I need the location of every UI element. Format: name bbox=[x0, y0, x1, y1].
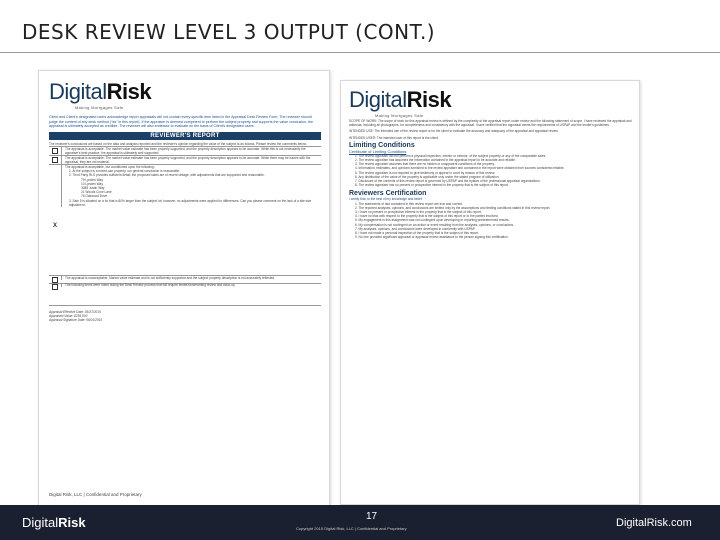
left-page-footer: Digital Risk, LLC | Confidential and Proprietary bbox=[49, 492, 142, 497]
footer-logo-digital: Digital bbox=[22, 515, 59, 530]
limiting-condition-item: 2. The review appraiser has assumed the information contained in the appraisal report to be accurate and reliable. bbox=[355, 158, 516, 163]
certification-subheading: I certify that, to the best of my knowledge and belief: bbox=[349, 197, 423, 202]
certification-item: 6. My compensation is not contingent on an action or event resulting from the analyses, opinions, or conclusions. bbox=[355, 222, 514, 227]
limiting-conditions-heading: Limiting Conditions bbox=[349, 141, 415, 149]
certification-item: 7. My analyses, opinions, and conclusions were developed in conformity with USPAP. bbox=[355, 226, 476, 231]
footer-bar bbox=[0, 505, 720, 540]
logo-word-risk: Risk bbox=[106, 79, 152, 104]
footer-logo-risk: Risk bbox=[58, 515, 86, 530]
option-5-checkbox[interactable] bbox=[52, 284, 58, 290]
logo-tagline: Making Mortgages Safe bbox=[375, 113, 424, 118]
option-4-checkbox[interactable] bbox=[52, 277, 58, 283]
limiting-conditions-subheading: Certificate of Limiting Conditions bbox=[349, 148, 407, 154]
certification-item: 2. The reported analyses, opinions, and conclusions are limited only by the assumptions and limiting conditions stated in this review report. bbox=[355, 205, 551, 210]
review-option-2 bbox=[49, 156, 321, 164]
address-line: 3085 Justin Way bbox=[81, 185, 105, 190]
review-option-3 bbox=[49, 165, 321, 275]
slide-title: DESK REVIEW LEVEL 3 OUTPUT (CONT.) bbox=[22, 20, 436, 44]
option-1-checkbox[interactable] bbox=[52, 148, 58, 154]
review-option-5 bbox=[49, 283, 321, 305]
certification-item: 9. No one provided significant appraisal or appraisal review assistance to the person signing this certification. bbox=[355, 235, 509, 240]
reviewers-report-header: REVIEWER'S REPORT bbox=[49, 132, 321, 140]
address-line: 10 Lynden Way bbox=[81, 181, 103, 186]
option-3-item: 1. At the subject is a mixed-use property, our general conclusion is reasonable. bbox=[69, 169, 181, 174]
logo-word-digital: Digital bbox=[349, 87, 407, 112]
title-divider bbox=[0, 52, 720, 53]
certification-item: 4. I have no bias with respect to the property that is the subject of this report or to the parties involved. bbox=[355, 214, 499, 219]
certification-item: 3. I have no present or prospective interest in the property that is the subject of this report. bbox=[355, 210, 482, 215]
appraised-value: Appraised Value: $255,000 bbox=[49, 313, 88, 318]
copyright-notice: Copyright 2015 Digital Risk, LLC | Confidential and Proprietary bbox=[296, 526, 407, 531]
logo-tagline: Making Mortgages Safe bbox=[75, 105, 124, 110]
option-2-checkbox[interactable] bbox=[52, 157, 58, 163]
address-line: 21 Woods Cove Lane bbox=[81, 190, 112, 195]
option-4-text: The appraisal is unacceptable. Market value estimate and is not sufficiently supported and the subject property description is not accurately reflected. bbox=[61, 276, 321, 280]
limiting-condition-item: 8. The review appraiser has no present or prospective interest in the property that is the subject of this report. bbox=[355, 183, 509, 188]
logo-word-digital: Digital bbox=[49, 79, 107, 104]
footer-logo bbox=[22, 515, 86, 530]
option-1-text: The appraisal is acceptable. The market value estimate has been properly supported, and the property description appears to be accurate. While this is not necessarily the appraiser's best practice, the appraisal is ultimately well supported. bbox=[61, 147, 321, 155]
option-2-text: The appraisal is acceptable. The market value estimate has been properly supported, and the property description appears to be accurate. While there may be issues with the appraisal, they are not material. bbox=[61, 156, 321, 164]
limiting-condition-item: 6. Any distribution of the value of the property is applicable only under the stated program of utilization. bbox=[355, 174, 500, 179]
option-3-item: 2. Third Party RLS provides sufficient detail; the proposed sales are of recent vintage, with adjustments that are supported and reasonable. bbox=[69, 173, 265, 178]
document-page-left bbox=[38, 70, 330, 506]
address-line: 79 Lynden Way bbox=[81, 177, 103, 182]
digital-risk-logo bbox=[349, 87, 451, 118]
option-3-x-mark-icon[interactable]: X bbox=[52, 222, 57, 229]
scope-text: The reviewer's conclusions are based on the data and analysis reported and the reviewer's opinion regarding the value of the subject is as follows. Please review the comments below. bbox=[49, 142, 307, 147]
limiting-condition-item: 7. Disclosure of the contents of this review report is governed by USPAP and the bylaws of the professional appraisal organizations. bbox=[355, 179, 541, 184]
certification-item: 1. The statements of fact contained in this review report are true and correct. bbox=[355, 201, 463, 206]
option-5-text: The following items were noted during the Desk Review process that will require lender/underwriting review and clear-up. bbox=[61, 283, 321, 287]
intro-paragraph: Client and Client's designated users acknowledge report appraisals will not contain every specific item listed in the Appraisal Desk Review Form. The reviewer should judge the content of any desk method ("as" in this report). If the appraiser is deemed competent to perform the subject property and supports the value conclusion, the appraisal is ultimately accepted as credible. The reviewer will also endeavor to evaluate on the basis of Client's designated users. bbox=[49, 115, 314, 129]
review-option-1 bbox=[49, 147, 321, 155]
page-number: 17 bbox=[366, 511, 378, 522]
limiting-condition-item: 4. Information, estimates, and opinions furnished to the review appraiser and contained in the report were obtained from sources considered reliable. bbox=[355, 166, 565, 171]
limiting-condition-item: 1. The review appraiser did not perform a physical inspection, interior or exterior, of the subject property or any of the comparable sales. bbox=[355, 153, 547, 158]
scope-of-work: SCOPE OF WORK: The scope of work for this appraisal review is defined by the complexity of the appraisal report under review and the following statement of scope. I have reviewed the appraisal and addenda, including all photographs, for completeness and consistency with the appraisal. I have verified that the appraisal meets the requirements of USPAP and the lender's guidelines. bbox=[349, 119, 632, 128]
reviewers-certification-heading: Reviewers Certification bbox=[349, 190, 427, 198]
intended-use: INTENDED USE: The intended use of the review report is for the client to evaluate the accuracy and adequacy of the appraisal and appraisal review. bbox=[349, 129, 559, 134]
effective-date: Appraisal Effective Date: 05/27/2015 bbox=[49, 309, 101, 314]
address-line: 76 Oakwood Drive bbox=[81, 194, 108, 199]
signature-date: Appraisal Signature Date: 06/01/2015 bbox=[49, 318, 103, 323]
digital-risk-logo bbox=[49, 79, 151, 110]
website-link[interactable]: DigitalRisk.com bbox=[616, 517, 692, 529]
certification-item: 8. I have not made a personal inspection of the property that is the subject of this report. bbox=[355, 231, 480, 236]
certification-item: 5. My engagement in this assignment was not contingent upon developing or reporting predetermined results. bbox=[355, 218, 510, 223]
review-option-4 bbox=[49, 276, 321, 283]
limiting-condition-item: 3. The review appraiser assumes that there are no hidden or unapparent conditions of the property. bbox=[355, 162, 495, 167]
option-3-intro: The appraisal is acceptable, but conditioned upon the following: bbox=[65, 164, 155, 169]
limiting-condition-item: 5. The review appraiser is not required to give testimony or appear in court by reason of this review. bbox=[355, 170, 496, 175]
intended-user: INTENDED USER: The intended user of this report is the client. bbox=[349, 135, 439, 140]
option-3-item: 3. Sale 5 is situated on a lot that is 80% larger than the subject lot; however, no adjustments were applied for differences. Can you please comment on the lack of a site size adjustment. bbox=[69, 198, 312, 207]
document-page-right bbox=[340, 80, 640, 505]
logo-word-risk: Risk bbox=[406, 87, 452, 112]
